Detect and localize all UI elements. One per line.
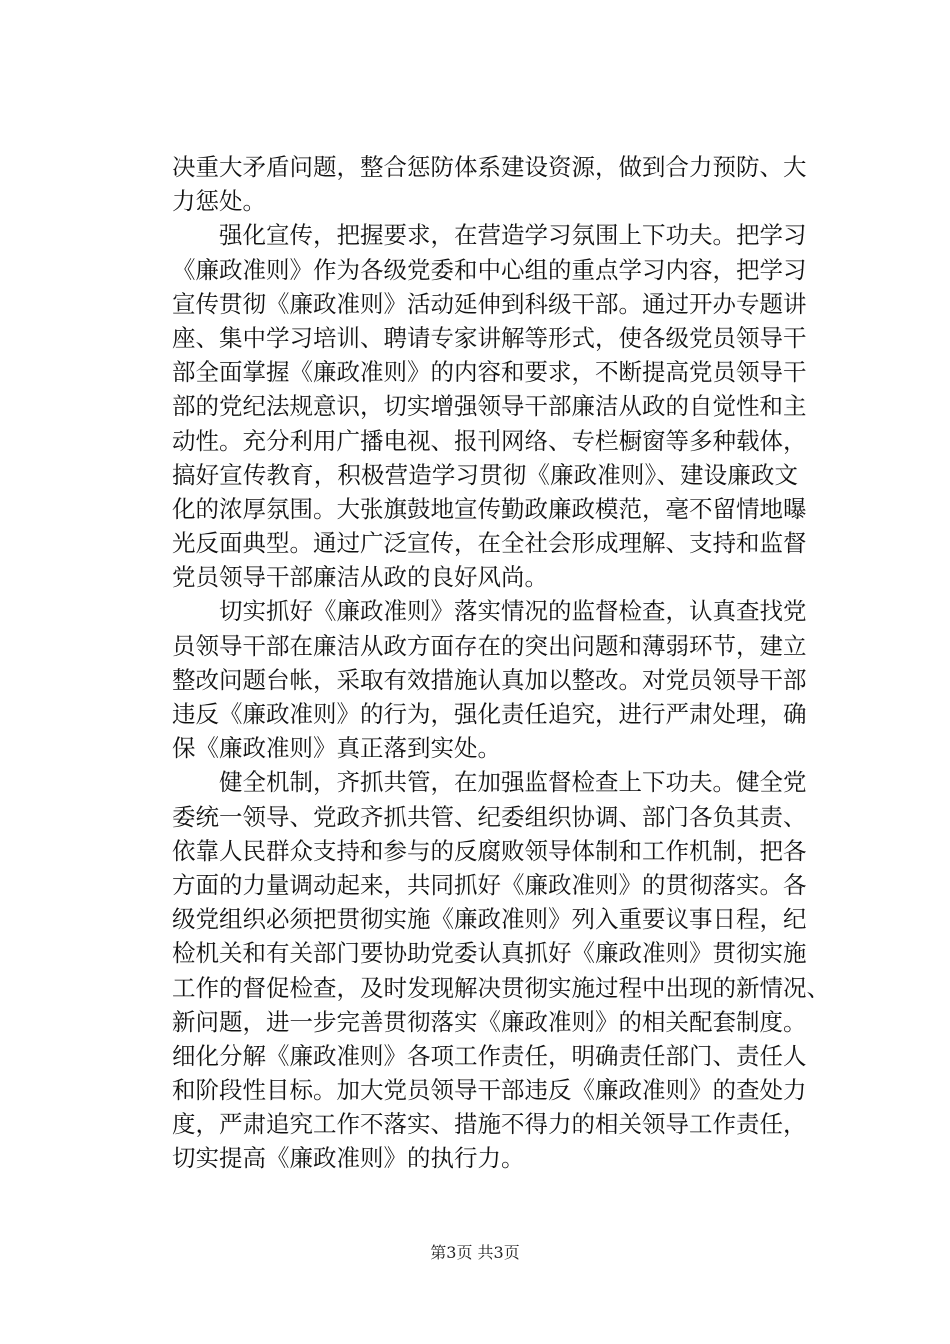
paragraph	[172, 218, 807, 594]
text-line: 整改问题台帐，采取有效措施认真加以整改。对党员领导干部	[172, 665, 807, 694]
text-line: 化的浓厚氛围。大张旗鼓地宣传勤政廉政模范，毫不留情地曝	[172, 494, 807, 523]
text-line: 新问题，进一步完善贯彻落实《廉政准则》的相关配套制度。	[172, 1007, 807, 1036]
paragraph	[172, 765, 830, 1175]
text-line: 员领导干部在廉洁从政方面存在的突出问题和薄弱环节，建立	[172, 631, 807, 660]
text-line: 党员领导干部廉洁从政的良好风尚。	[172, 563, 548, 592]
page-number: 第3页 共3页	[430, 1243, 520, 1262]
text-line: 健全机制，齐抓共管，在加强监督检查上下功夫。健全党	[172, 768, 807, 797]
text-line: 依靠人民群众支持和参与的反腐败领导体制和工作机制，把各	[172, 836, 807, 865]
text-line: 座、集中学习培训、聘请专家讲解等形式，使各级党员领导干	[172, 323, 807, 352]
text-line: 级党组织必须把贯彻实施《廉政准则》列入重要议事日程，纪	[172, 905, 807, 934]
paragraph	[172, 150, 807, 218]
text-line: 决重大矛盾问题，整合惩防体系建设资源，做到合力预防、大	[172, 153, 807, 181]
paragraph	[172, 594, 807, 765]
text-line: 部全面掌握《廉政准则》的内容和要求，不断提高党员领导干	[172, 358, 807, 387]
text-line: 细化分解《廉政准则》各项工作责任，明确责任部门、责任人	[172, 1041, 807, 1070]
text-line: 光反面典型。通过广泛宣传，在全社会形成理解、支持和监督	[172, 529, 807, 558]
text-line: 保《廉政准则》真正落到实处。	[172, 734, 501, 763]
text-line: 切实提高《廉政准则》的执行力。	[172, 1144, 525, 1173]
text-line: 检机关和有关部门要协助党委认真抓好《廉政准则》贯彻实施	[172, 939, 807, 968]
text-line: 部的党纪法规意识，切实增强领导干部廉洁从政的自觉性和主	[172, 392, 807, 421]
text-line: 切实抓好《廉政准则》落实情况的监督检查，认真查找党	[172, 597, 807, 626]
text-line: 力惩处。	[172, 187, 266, 216]
text-line: 宣传贯彻《廉政准则》活动延伸到科级干部。通过开办专题讲	[172, 289, 807, 318]
text-line: 度，严肃追究工作不落实、措施不得力的相关领导工作责任，	[172, 1110, 807, 1139]
document-body	[172, 150, 830, 1176]
text-line: 方面的力量调动起来，共同抓好《廉政准则》的贯彻落实。各	[172, 870, 807, 899]
text-line: 委统一领导、党政齐抓共管、纪委组织协调、部门各负其责、	[172, 802, 807, 831]
text-line: 违反《廉政准则》的行为，强化责任追究，进行严肃处理，确	[172, 700, 807, 728]
text-line: 《廉政准则》作为各级党委和中心组的重点学习内容，把学习	[172, 255, 807, 284]
text-line: 工作的督促检查，及时发现解决贯彻实施过程中出现的新情况、	[172, 973, 830, 1002]
text-line: 和阶段性目标。加大党员领导干部违反《廉政准则》的查处力	[172, 1076, 807, 1105]
text-line: 强化宣传，把握要求，在营造学习氛围上下功夫。把学习	[172, 221, 807, 250]
text-line: 动性。充分利用广播电视、报刊网络、专栏橱窗等多种载体，	[172, 426, 807, 455]
text-line: 搞好宣传教育，积极营造学习贯彻《廉政准则》、建设廉政文	[172, 460, 798, 489]
